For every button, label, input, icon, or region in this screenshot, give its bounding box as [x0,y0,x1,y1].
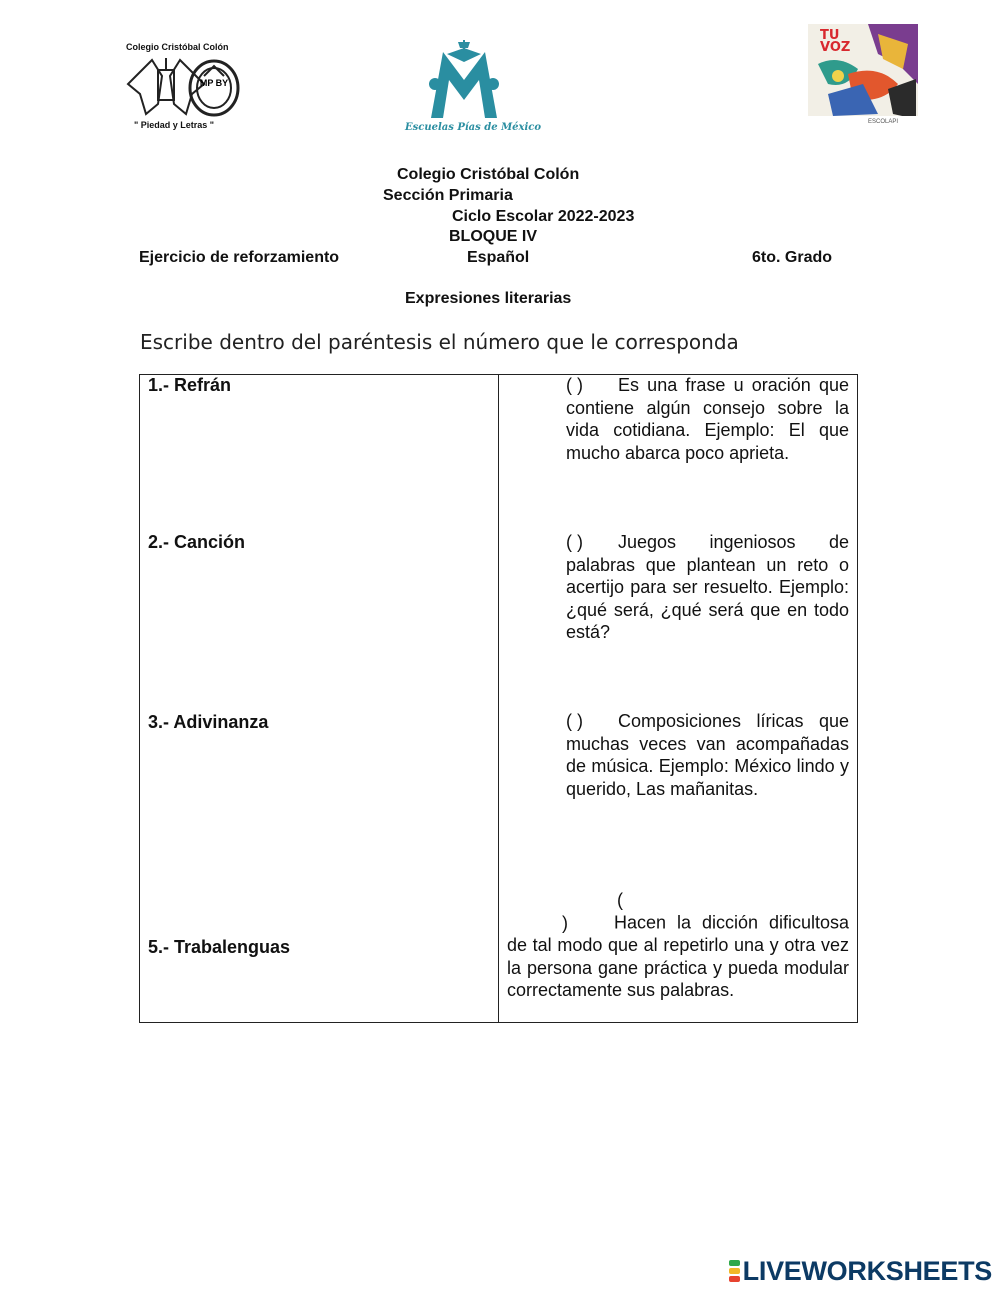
monogram-text: MP BY [199,78,229,88]
table-divider [498,374,499,1023]
escuelas-pias-caption: Escuelas Pías de México [405,122,542,133]
definition-item [566,531,849,644]
term-trabalenguas: 5.- Trabalenguas [148,937,291,957]
answer-parenthesis[interactable]: ( ) [566,711,583,731]
school-logo-motto: " Piedad y Letras " [134,120,215,130]
answer-parenthesis[interactable]: ( ) [566,532,583,552]
crowned-monogram-icon [425,40,503,122]
term-adivinanza: 3.- Adivinanza [148,712,269,732]
brand-color-icon [729,1259,740,1283]
grade-label: 6to. Grado [752,249,833,266]
answer-parenthesis[interactable]: ( ) [566,375,583,395]
topic-title: Expresiones literarias [405,290,572,307]
cycle-title: Ciclo Escolar 2022-2023 [452,208,635,225]
school-logo-name: Colegio Cristóbal Colón [126,42,229,52]
definition-text: Juegos ingeniosos de palabras que plantean un reto o acertijo para ser resuelto. Ejemplo: ¿qué será, ¿qué será que en todo está? [566,532,849,643]
exercise-label: Ejercicio de reforzamiento [139,249,340,266]
liveworksheets-brand [729,1254,992,1288]
definition-text: Hacen la dicción dificultosa de tal modo que al repetirlo una y otra vez la persona gane práctica y pueda modular correctamente sus palabras. [507,912,849,1001]
term-cancion: 2.- Canción [148,532,246,552]
tu-voz-logo [808,24,918,124]
subject-label: Español [467,249,530,266]
term-refran: 1.- Refrán [148,375,232,395]
definition-item [566,710,849,800]
definition-text: Es una frase u oración que contiene algún consejo sobre la vida cotidiana. Ejemplo: El que mucho abarca poco aprieta. [566,375,849,463]
escuelas-pias-logo [405,40,542,138]
eagle-crest-icon [122,54,244,120]
block-title: BLOQUE IV [449,228,538,245]
section-title: Sección Primaria [383,187,513,204]
answer-parenthesis[interactable]: ( ) [562,890,623,933]
definition-text: Composiciones líricas que muchas veces van acompañadas de música. Ejemplo: México lindo y querido, Las mañanitas. [566,711,849,799]
tu-voz-text: TU VOZ [820,28,851,55]
school-logo [122,40,244,136]
definition-item [507,889,849,1002]
brand-text: LIVEWORKSHEETS [742,1255,992,1286]
instruction-text: Escribe dentro del paréntesis el número que le corresponda [140,330,739,354]
escolapi-text: ESCOLAPI [868,119,899,124]
school-title: Colegio Cristóbal Colón [397,166,580,183]
definition-item [566,374,849,464]
